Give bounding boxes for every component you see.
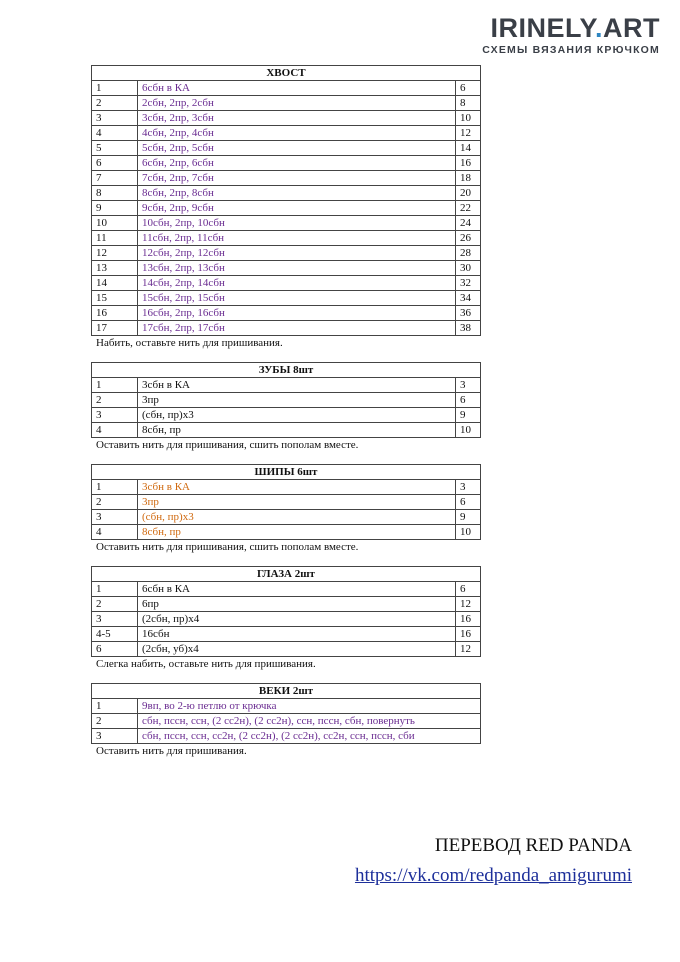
row-instruction: 16сбн — [138, 627, 456, 642]
section-note: Слегка набить, оставьте нить для пришивания. — [96, 658, 316, 670]
row-number: 17 — [92, 321, 138, 336]
row-number: 1 — [92, 480, 138, 495]
section-title: ЗУБЫ 8шт — [92, 363, 481, 378]
row-instruction: (сбн, пр)x3 — [138, 510, 456, 525]
row-instruction: 7сбн, 2пр, 7сбн — [138, 171, 456, 186]
row-instruction: 16сбн, 2пр, 16сбн — [138, 306, 456, 321]
row-count: 30 — [456, 261, 481, 276]
section-table — [91, 566, 481, 657]
section-note: Оставить нить для пришивания, сшить пополам вместе. — [96, 439, 359, 451]
row-count: 12 — [455, 597, 480, 612]
row-instruction: 3сбн в КА — [138, 480, 456, 495]
row-number: 8 — [92, 186, 138, 201]
brand-logo — [482, 14, 660, 56]
row-number: 1 — [92, 699, 138, 714]
row-instruction: 12сбн, 2пр, 12сбн — [138, 246, 456, 261]
row-number: 1 — [92, 582, 138, 597]
table-row — [92, 480, 481, 495]
row-number: 7 — [92, 171, 138, 186]
row-instruction: 6сбн, 2пр, 6сбн — [138, 156, 456, 171]
table-row — [92, 597, 481, 612]
section-eyes — [91, 566, 481, 671]
table-row — [92, 141, 481, 156]
row-count: 34 — [456, 291, 481, 306]
section-title: ШИПЫ 6шт — [92, 465, 481, 480]
row-number: 2 — [92, 495, 138, 510]
row-number: 15 — [92, 291, 138, 306]
row-instruction: 3пр — [138, 393, 456, 408]
section-spikes — [91, 464, 481, 554]
footer — [355, 834, 632, 888]
table-row — [92, 156, 481, 171]
table-row — [92, 627, 481, 642]
row-count: 20 — [456, 186, 481, 201]
table-row — [92, 714, 481, 729]
row-instruction: 14сбн, 2пр, 14сбн — [138, 276, 456, 291]
row-number: 2 — [92, 96, 138, 111]
row-number: 9 — [92, 201, 138, 216]
table-row — [92, 321, 481, 336]
row-number: 3 — [92, 408, 138, 423]
row-instruction: 3пр — [138, 495, 456, 510]
row-instruction: 8сбн, 2пр, 8сбн — [138, 186, 456, 201]
brand-name-end: ART — [603, 13, 660, 43]
row-instruction: 2сбн, 2пр, 2сбн — [138, 96, 456, 111]
table-row — [92, 699, 481, 714]
row-number: 13 — [92, 261, 138, 276]
row-count: 16 — [455, 627, 480, 642]
row-number: 4-5 — [92, 627, 138, 642]
row-count: 10 — [455, 423, 480, 438]
row-number: 4 — [92, 525, 138, 540]
row-instruction: сбн, пссн, ссн, (2 сс2н), (2 сс2н), ссн, пссн, сбн, повернуть — [138, 714, 481, 729]
row-instruction: 6сбн в КА — [138, 582, 456, 597]
row-instruction: (2сбн, пр)x4 — [138, 612, 456, 627]
row-number: 3 — [92, 729, 138, 744]
row-number: 11 — [92, 231, 138, 246]
row-count: 8 — [456, 96, 481, 111]
row-instruction: 5сбн, 2пр, 5сбн — [138, 141, 456, 156]
row-count: 16 — [456, 156, 481, 171]
row-count: 6 — [456, 81, 481, 96]
row-count: 24 — [456, 216, 481, 231]
row-count: 9 — [455, 408, 480, 423]
table-row — [92, 393, 481, 408]
section-title: ХВОСТ — [92, 66, 481, 81]
row-count: 10 — [456, 525, 481, 540]
table-row — [92, 291, 481, 306]
row-instruction: 15сбн, 2пр, 15сбн — [138, 291, 456, 306]
section-note: Оставить нить для пришивания. — [96, 745, 247, 757]
table-row — [92, 96, 481, 111]
section-table — [91, 464, 481, 540]
table-row — [92, 729, 481, 744]
table-row — [92, 246, 481, 261]
row-instruction: сбн, пссн, ссн, сс2н, (2 сс2н), (2 сс2н), сс2н, ссн, пссн, сби — [138, 729, 481, 744]
table-row — [92, 201, 481, 216]
table-row — [92, 111, 481, 126]
row-count: 16 — [455, 612, 480, 627]
table-row — [92, 186, 481, 201]
row-count: 36 — [456, 306, 481, 321]
translation-credit: ПЕРЕВОД RED PANDA — [434, 835, 632, 856]
table-row — [92, 378, 481, 393]
section-teeth — [91, 362, 481, 452]
row-number: 14 — [92, 276, 138, 291]
table-row — [92, 525, 481, 540]
row-count: 12 — [456, 126, 481, 141]
row-count: 22 — [456, 201, 481, 216]
row-instruction: 6сбн в КА — [138, 81, 456, 96]
row-count: 18 — [456, 171, 481, 186]
row-count: 6 — [455, 582, 480, 597]
table-row — [92, 306, 481, 321]
row-instruction: 6пр — [138, 597, 456, 612]
row-count: 26 — [456, 231, 481, 246]
row-instruction: 3сбн, 2пр, 3сбн — [138, 111, 456, 126]
row-count: 6 — [456, 495, 481, 510]
row-count: 9 — [456, 510, 481, 525]
section-title: ВЕКИ 2шт — [92, 684, 481, 699]
row-number: 6 — [92, 642, 138, 657]
row-number: 4 — [92, 423, 138, 438]
row-instruction: 3сбн в КА — [138, 378, 456, 393]
brand-name — [482, 14, 660, 42]
section-note: Набить, оставьте нить для пришивания. — [96, 337, 283, 349]
row-number: 4 — [92, 126, 138, 141]
section-table — [91, 362, 481, 438]
table-row — [92, 408, 481, 423]
row-number: 5 — [92, 141, 138, 156]
row-number: 2 — [92, 714, 138, 729]
row-instruction: (2сбн, уб)x4 — [138, 642, 456, 657]
row-instruction: (сбн, пр)x3 — [138, 408, 456, 423]
table-row — [92, 423, 481, 438]
row-number: 1 — [92, 378, 138, 393]
section-tail — [91, 65, 481, 350]
row-count: 3 — [455, 378, 480, 393]
pattern-tables — [91, 65, 481, 770]
row-number: 2 — [92, 597, 138, 612]
table-row — [92, 510, 481, 525]
section-table — [91, 65, 481, 336]
row-instruction: 10сбн, 2пр, 10сбн — [138, 216, 456, 231]
row-count: 6 — [455, 393, 480, 408]
table-row — [92, 612, 481, 627]
row-instruction: 8сбн, пр — [138, 423, 456, 438]
section-note: Оставить нить для пришивания, сшить пополам вместе. — [96, 541, 359, 553]
vk-link[interactable]: https://vk.com/redpanda_amigurumi — [354, 865, 632, 886]
table-row — [92, 216, 481, 231]
table-row — [92, 495, 481, 510]
table-row — [92, 231, 481, 246]
brand-dot: . — [594, 13, 603, 43]
row-number: 10 — [92, 216, 138, 231]
row-count: 12 — [455, 642, 480, 657]
row-number: 2 — [92, 393, 138, 408]
row-count: 10 — [456, 111, 481, 126]
row-instruction: 4сбн, 2пр, 4сбн — [138, 126, 456, 141]
row-number: 3 — [92, 111, 138, 126]
row-number: 16 — [92, 306, 138, 321]
row-instruction: 9сбн, 2пр, 9сбн — [138, 201, 456, 216]
section-table — [91, 683, 481, 744]
row-number: 3 — [92, 510, 138, 525]
row-number: 6 — [92, 156, 138, 171]
row-count: 38 — [456, 321, 481, 336]
row-instruction: 9вп, во 2-ю петлю от крючка — [138, 699, 481, 714]
table-row — [92, 582, 481, 597]
row-count: 14 — [456, 141, 481, 156]
table-row — [92, 171, 481, 186]
row-count: 32 — [456, 276, 481, 291]
section-title: ГЛАЗА 2шт — [92, 567, 481, 582]
table-row — [92, 261, 481, 276]
table-row — [92, 126, 481, 141]
row-number: 1 — [92, 81, 138, 96]
table-row — [92, 276, 481, 291]
row-count: 3 — [456, 480, 481, 495]
section-eyelids — [91, 683, 481, 758]
row-instruction: 11сбн, 2пр, 11сбн — [138, 231, 456, 246]
brand-name-main: IRINELY — [490, 13, 595, 43]
table-row — [92, 81, 481, 96]
row-instruction: 13сбн, 2пр, 13сбн — [138, 261, 456, 276]
row-count: 28 — [456, 246, 481, 261]
row-number: 12 — [92, 246, 138, 261]
row-number: 3 — [92, 612, 138, 627]
row-instruction: 17сбн, 2пр, 17сбн — [138, 321, 456, 336]
brand-subtitle: СХЕМЫ ВЯЗАНИЯ КРЮЧКОМ — [482, 44, 660, 56]
row-instruction: 8сбн, пр — [138, 525, 456, 540]
table-row — [92, 642, 481, 657]
